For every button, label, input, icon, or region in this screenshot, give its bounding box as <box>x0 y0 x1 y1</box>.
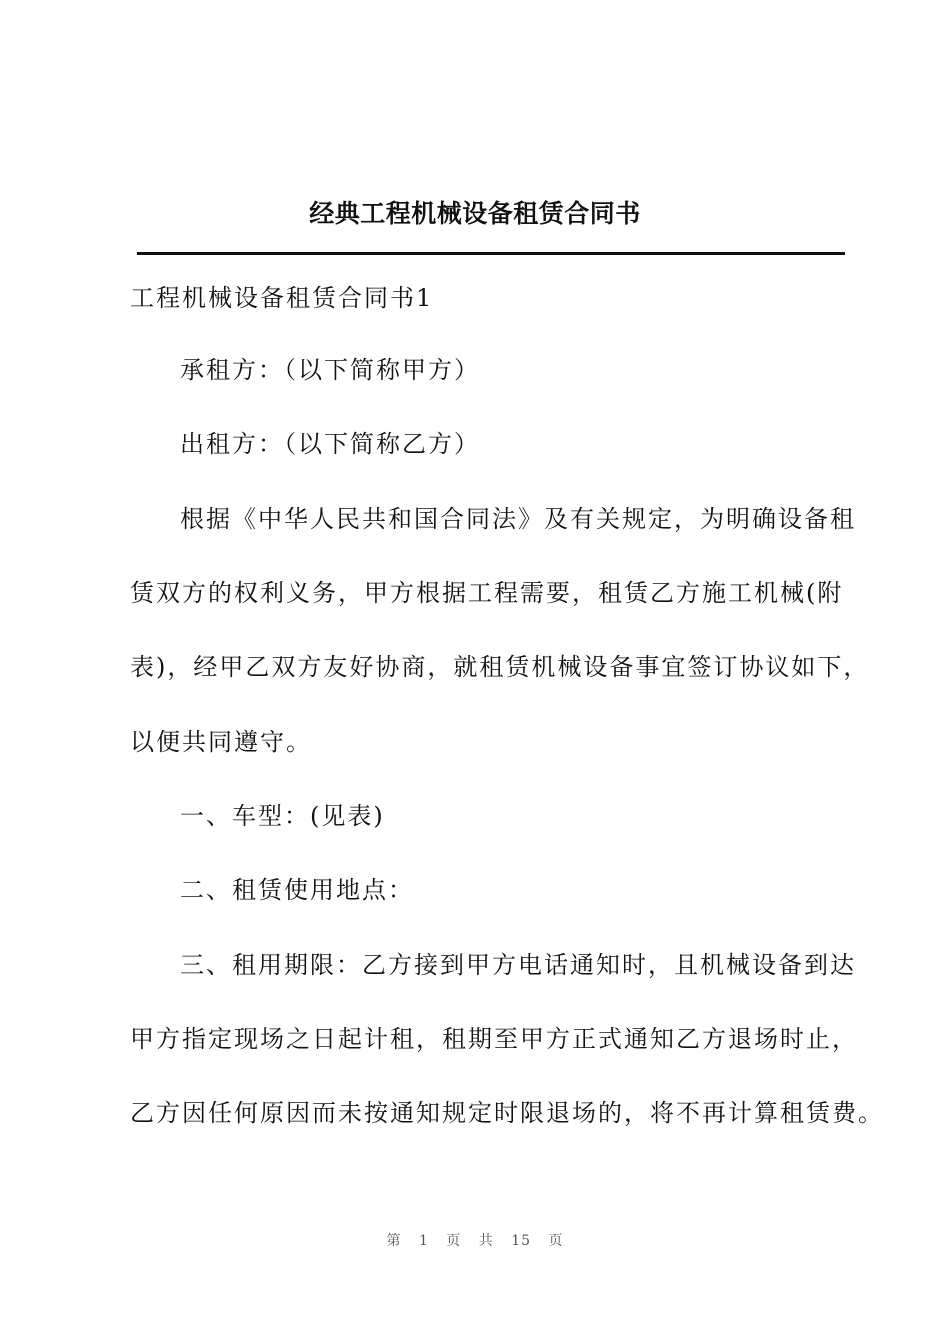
lessee-line: 承租方：（以下简称甲方） <box>180 356 480 384</box>
paragraph-line: 以便共同遵守。 <box>130 728 312 756</box>
lessor-line: 出租方：（以下简称乙方） <box>180 430 480 458</box>
title-underline <box>137 252 845 255</box>
document-title: 经典工程机械设备租赁合同书 <box>309 199 641 228</box>
clause-term-line: 乙方因任何原因而未按通知规定时限退场的，将不再计算租赁费。 <box>130 1099 884 1127</box>
clause-location: 二、租赁使用地点： <box>180 876 414 904</box>
paragraph-line: 根据《中华人民共和国合同法》及有关规定，为明确设备租 <box>180 505 856 533</box>
clause-vehicle-type: 一、车型：(见表) <box>180 802 385 830</box>
paragraph-line: 赁双方的权利义务，甲方根据工程需要，租赁乙方施工机械(附 <box>130 579 844 607</box>
clause-term-line: 三、租用期限：乙方接到甲方电话通知时，且机械设备到达 <box>180 951 856 979</box>
clause-term-line: 甲方指定现场之日起计租，租期至甲方正式通知乙方退场时止， <box>130 1025 858 1053</box>
page-number: 第 1 页 共 15 页 <box>386 1233 564 1249</box>
section-heading: 工程机械设备租赁合同书1 <box>130 284 434 312</box>
paragraph-line: 表)，经甲乙双方友好协商，就租赁机械设备事宜签订协议如下， <box>130 653 870 681</box>
